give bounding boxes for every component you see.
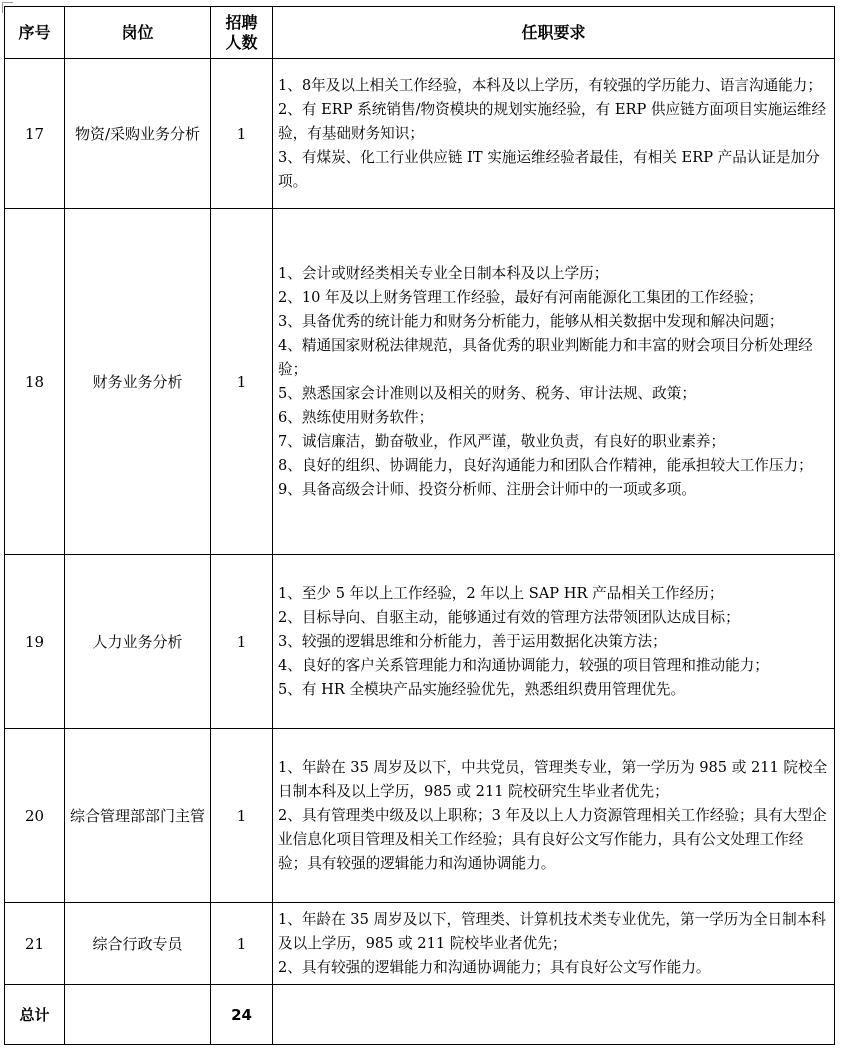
row-post: 财务业务分析 <box>65 209 211 555</box>
header-requirements: 任职要求 <box>273 7 835 59</box>
requirement-item: 5、有 HR 全模块产品实施经验优先，熟悉组织费用管理优先。 <box>278 680 686 698</box>
header-count-line1: 招聘 <box>225 12 258 32</box>
requirement-item: 6、熟练使用财务软件； <box>278 408 434 426</box>
recruitment-requirements-table <box>4 6 835 1045</box>
row-seq: 20 <box>5 729 65 903</box>
total-empty-cell <box>65 985 211 1045</box>
requirement-item: 3、有煤炭、化工行业供应链 IT 实施运维经验者最佳，有相关 ERP 产品认证是加分项。 <box>278 148 820 190</box>
header-count-line2: 人数 <box>225 32 258 52</box>
requirement-item: 4、良好的客户关系管理能力和沟通协调能力，较强的项目管理和推动能力； <box>278 656 769 674</box>
row-count: 1 <box>211 729 273 903</box>
requirement-item: 4、精通国家财税法律规范，具备优秀的职业判断能力和丰富的财会项目分析处理经验； <box>278 336 813 378</box>
requirement-item: 3、具备优秀的统计能力和财务分析能力，能够从相关数据中发现和解决问题； <box>278 312 784 330</box>
total-empty-cell <box>273 985 835 1045</box>
row-count: 1 <box>211 59 273 209</box>
requirement-item: 1、年龄在 35 周岁及以下，中共党员，管理类专业，第一学历为 985 或 211 院校全日制本科及以上学历，985 或 211 院校研究生毕业者优先； <box>278 758 828 800</box>
requirement-item: 1、年龄在 35 周岁及以下，管理类、计算机技术类专业优先，第一学历为全日制本科及以上学历，985 或 211 院校毕业者优先； <box>278 910 826 952</box>
row-post: 物资/采购业务分析 <box>65 59 211 209</box>
header-post: 岗位 <box>65 7 211 59</box>
requirement-item: 9、具备高级会计师、投资分析师、注册会计师中的一项或多项。 <box>278 480 696 498</box>
table-row <box>5 59 835 209</box>
row-requirements <box>273 729 835 903</box>
row-seq: 19 <box>5 555 65 729</box>
row-seq: 17 <box>5 59 65 209</box>
requirement-item: 1、8年及以上相关工作经验，本科及以上学历，有较强的学历能力、语言沟通能力； <box>278 76 822 94</box>
total-label: 总计 <box>5 985 65 1045</box>
table-row <box>5 555 835 729</box>
header-row <box>5 7 835 59</box>
row-seq: 21 <box>5 903 65 985</box>
row-requirements <box>273 59 835 209</box>
requirement-item: 7、诚信廉洁，勤奋敬业，作风严谨，敬业负责，有良好的职业素养； <box>278 432 726 450</box>
total-count: 24 <box>211 985 273 1045</box>
requirement-item: 2、具有管理类中级及以上职称；3 年及以上人力资源管理相关工作经验；具有大型企业信息化项目管理及相关工作经验；具有良好公文写作能力，具有公文处理工作经验；具有较强的逻辑能力和沟通协调能力。 <box>278 806 827 872</box>
requirement-item: 2、10 年及以上财务管理工作经验，最好有河南能源化工集团的工作经验； <box>278 288 763 306</box>
requirement-item: 8、良好的组织、协调能力，良好沟通能力和团队合作精神，能承担较大工作压力； <box>278 456 813 474</box>
row-seq: 18 <box>5 209 65 555</box>
table-row <box>5 209 835 555</box>
requirement-item: 3、较强的逻辑思维和分析能力，善于运用数据化决策方法； <box>278 632 667 650</box>
row-post: 综合行政专员 <box>65 903 211 985</box>
requirement-item: 1、会计或财经类相关专业全日制本科及以上学历； <box>278 264 609 282</box>
row-post: 人力业务分析 <box>65 555 211 729</box>
total-row <box>5 985 835 1045</box>
header-count <box>211 7 273 59</box>
requirement-item: 2、目标导向、自驱主动，能够通过有效的管理方法带领团队达成目标； <box>278 608 740 626</box>
row-requirements <box>273 209 835 555</box>
row-count: 1 <box>211 555 273 729</box>
requirement-item: 5、熟悉国家会计准则以及相关的财务、税务、审计法规、政策； <box>278 384 696 402</box>
requirement-item: 2、有 ERP 系统销售/物资模块的规划实施经验，有 ERP 供应链方面项目实施运维经验，有基础财务知识； <box>278 100 827 142</box>
row-count: 1 <box>211 903 273 985</box>
row-count: 1 <box>211 209 273 555</box>
row-requirements <box>273 903 835 985</box>
requirement-item: 2、具有较强的逻辑能力和沟通协调能力；具有良好公文写作能力。 <box>278 958 711 976</box>
table-row <box>5 903 835 985</box>
row-post: 综合管理部部门主管 <box>65 729 211 903</box>
header-seq: 序号 <box>5 7 65 59</box>
table-row <box>5 729 835 903</box>
row-requirements <box>273 555 835 729</box>
requirement-item: 1、至少 5 年以上工作经验，2 年以上 SAP HR 产品相关工作经历； <box>278 584 724 602</box>
